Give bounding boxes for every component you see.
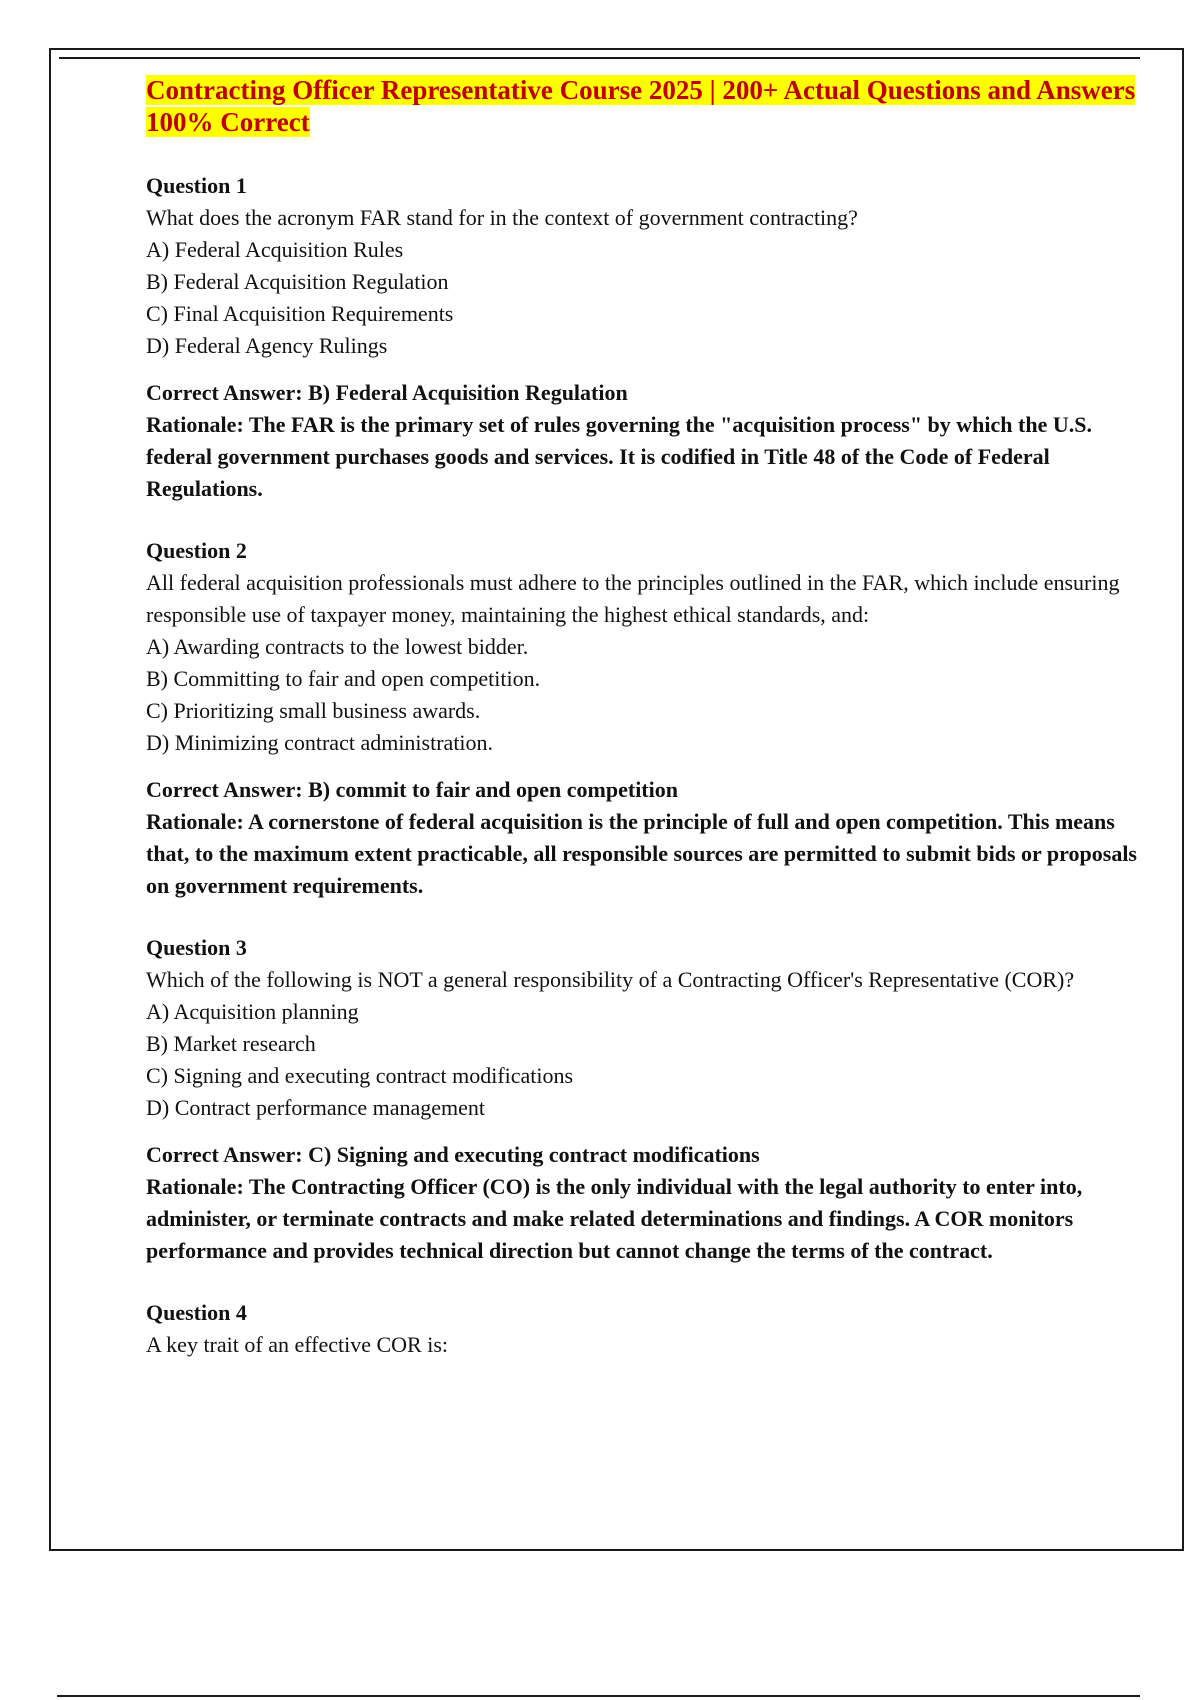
answer-option: B) Committing to fair and open competition.: [146, 666, 541, 691]
question-text: All federal acquisition professionals must adhere to the principles outlined in the FAR, which include ensuring responsible use of taxpayer money, maintaining the highest ethical standards, and:: [146, 570, 1120, 627]
answer-options: [146, 996, 1146, 1124]
answer-option: A) Federal Acquisition Rules: [146, 237, 404, 262]
answer-option: B) Market research: [146, 1031, 316, 1056]
answer-option: D) Federal Agency Rulings: [146, 333, 388, 358]
question-heading: Question 4: [146, 1300, 247, 1325]
document-title: [146, 74, 1146, 138]
page-frame: [49, 48, 1184, 1551]
answer-option: D) Minimizing contract administration.: [146, 730, 494, 755]
document-title-text: Contracting Officer Representative Course 2025 | 200+ Actual Questions and Answers 100% Correct: [146, 75, 1136, 137]
question-block: [146, 1297, 1146, 1361]
answer-option: A) Awarding contracts to the lowest bidder.: [146, 634, 529, 659]
answer-options: [146, 631, 1146, 759]
rationale: Rationale: The Contracting Officer (CO) is the only individual with the legal authority to enter into, administer, or terminate contracts and make related determinations and findings. A COR monitors performance and provides technical direction but cannot change the terms of the contract.: [146, 1174, 1083, 1263]
question-heading: Question 3: [146, 935, 247, 960]
answer-option: C) Prioritizing small business awards.: [146, 698, 481, 723]
bottom-rule: [57, 1695, 1140, 1697]
correct-answer: Correct Answer: B) Federal Acquisition Regulation: [146, 380, 628, 405]
question-text: Which of the following is NOT a general responsibility of a Contracting Officer's Representative (COR)?: [146, 967, 1075, 992]
top-rule: [59, 57, 1140, 59]
question-heading: Question 2: [146, 538, 247, 563]
answer-options: [146, 234, 1146, 362]
correct-answer: Correct Answer: B) commit to fair and open competition: [146, 777, 678, 802]
answer-option: C) Signing and executing contract modifications: [146, 1063, 574, 1088]
document-content: [146, 74, 1146, 1361]
correct-answer: Correct Answer: C) Signing and executing contract modifications: [146, 1142, 760, 1167]
question-block: [146, 932, 1146, 1267]
answer-block: [146, 377, 1146, 505]
answer-block: [146, 774, 1146, 902]
answer-option: A) Acquisition planning: [146, 999, 359, 1024]
question-block: [146, 535, 1146, 902]
answer-option: D) Contract performance management: [146, 1095, 486, 1120]
answer-option: B) Federal Acquisition Regulation: [146, 269, 449, 294]
question-block: [146, 170, 1146, 505]
rationale: Rationale: A cornerstone of federal acquisition is the principle of full and open competition. This means that, to the maximum extent practicable, all responsible sources are permitted to submit bids or proposals on government requirements.: [146, 809, 1137, 898]
question-heading: Question 1: [146, 173, 247, 198]
answer-option: C) Final Acquisition Requirements: [146, 301, 454, 326]
answer-block: [146, 1139, 1146, 1267]
question-text: What does the acronym FAR stand for in the context of government contracting?: [146, 205, 858, 230]
rationale: Rationale: The FAR is the primary set of rules governing the "acquisition process" by which the U.S. federal government purchases goods and services. It is codified in Title 48 of the Code of Federal Regulations.: [146, 412, 1092, 501]
question-text: A key trait of an effective COR is:: [146, 1332, 449, 1357]
